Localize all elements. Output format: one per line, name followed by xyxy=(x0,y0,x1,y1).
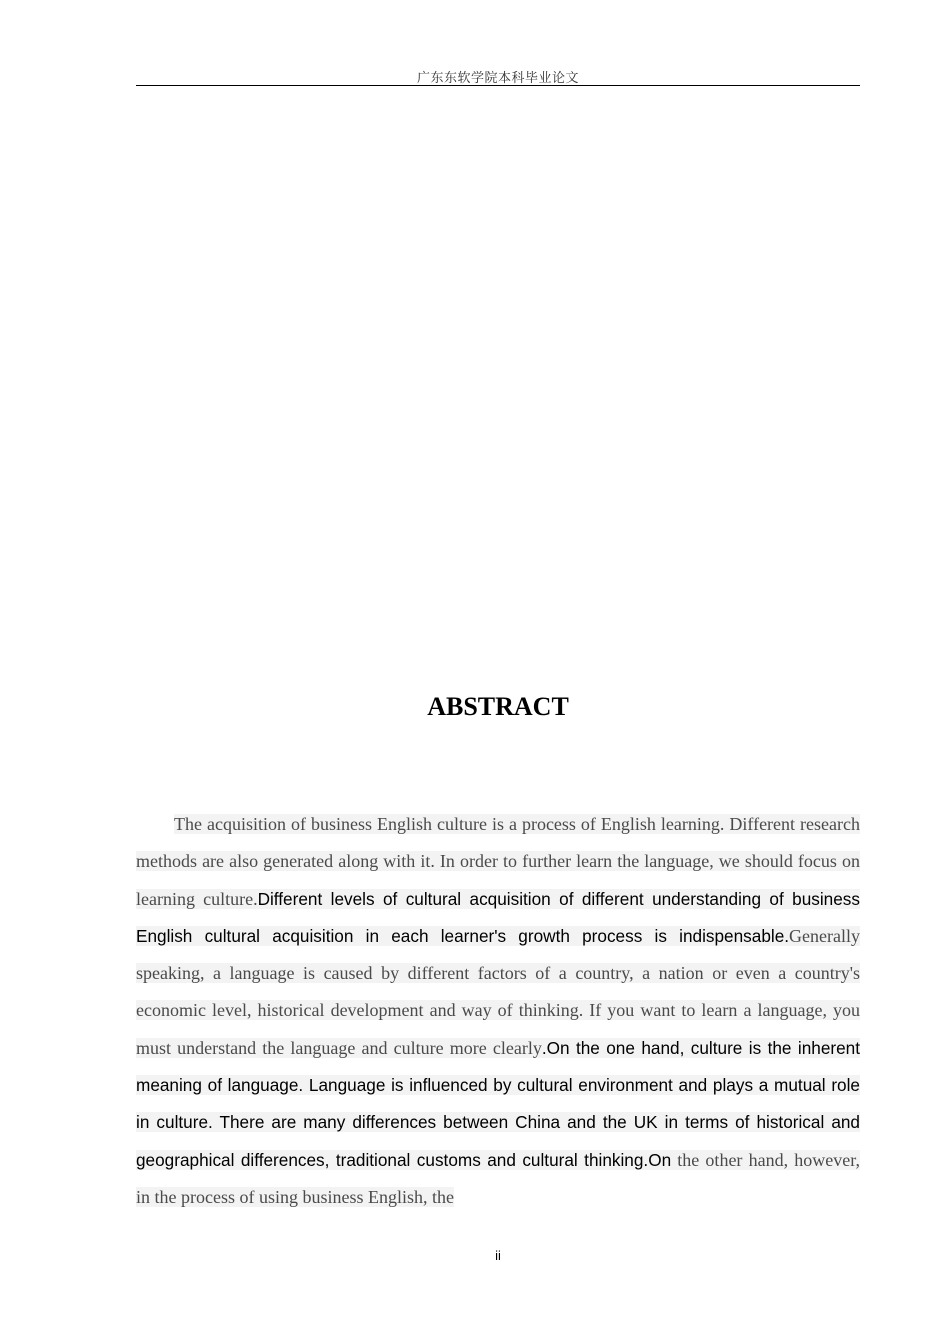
abstract-paragraph xyxy=(136,806,860,1216)
abstract-segment-4: .On the one hand, culture is the inherent meaning of language. Language is influenced by cultural environment and plays a mutual role in culture. There are many differences between China and the UK in terms of historical and geographical differences, traditional customs and cultural thinking.On xyxy=(136,1037,861,1170)
abstract-segment-2: Different levels of cultural acquisition of different understanding of business English cultural acquisition in each learner's growth process is indispensable. xyxy=(136,888,860,946)
running-header: 广东东软学院本科毕业论文 xyxy=(416,71,579,86)
abstract-heading: ABSTRACT xyxy=(427,692,569,721)
header-divider xyxy=(136,85,860,86)
abstract-segment-3: Generally speaking, a language is caused by different factors of a country, a nation or even a country's economic level, historical development and way of thinking. If you want to learn a language, you must understand the language and culture more clearly xyxy=(136,925,860,1058)
abstract-segment-5: the other hand, however, in the process of using business English, the xyxy=(136,1149,860,1207)
page-number: ii xyxy=(495,1248,501,1263)
abstract-segment-1: The acquisition of business English culture is a process of English learning. Different research methods are also generated along with it. In order to further learn the language, we should focus on learning culture. xyxy=(136,814,860,909)
